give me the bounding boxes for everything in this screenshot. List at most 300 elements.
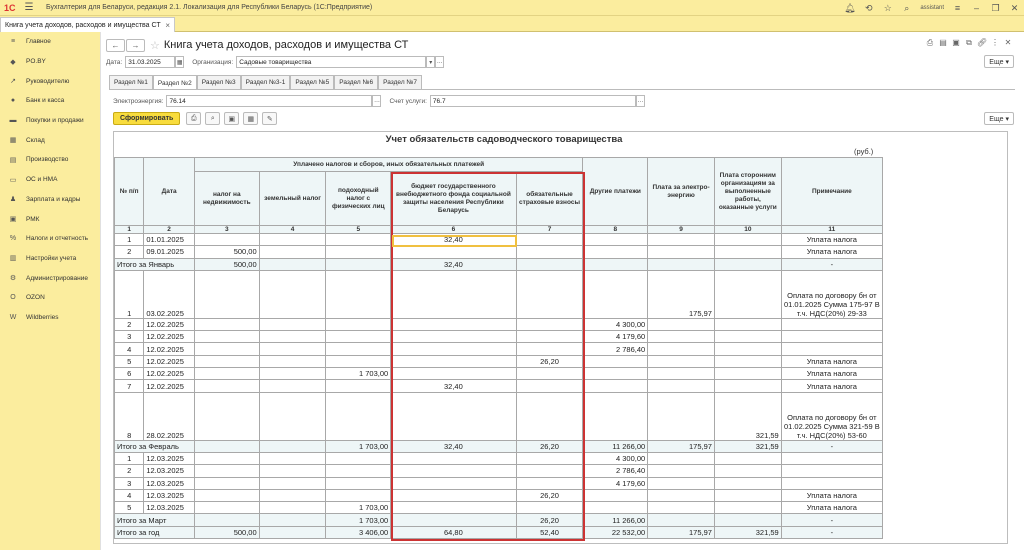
note-cell[interactable]: Уплата налога	[781, 246, 882, 258]
more-button[interactable]: Еще ▾	[984, 55, 1014, 68]
sidebar-item[interactable]	[0, 32, 100, 52]
amount-cell[interactable]	[391, 477, 516, 489]
amount-cell[interactable]	[194, 489, 259, 501]
amount-cell[interactable]: 4 179,60	[583, 477, 648, 489]
amount-cell[interactable]: 1 703,00	[326, 502, 391, 514]
row-date[interactable]: 28.02.2025	[144, 392, 195, 440]
sidebar-item-icon: ♟	[9, 196, 17, 204]
amount-cell[interactable]	[516, 270, 583, 318]
back-button[interactable]: ←	[106, 39, 125, 52]
amount-cell[interactable]	[326, 258, 391, 270]
sidebar-item[interactable]	[0, 71, 100, 91]
amount-cell[interactable]	[648, 368, 715, 380]
amount-cell[interactable]	[194, 368, 259, 380]
amount-cell[interactable]	[714, 234, 781, 246]
report-sheet[interactable]	[113, 131, 1008, 544]
row-number[interactable]: 3	[115, 477, 144, 489]
amount-cell[interactable]: 26,20	[516, 355, 583, 367]
sidebar-item[interactable]	[0, 111, 100, 131]
org-select-icon[interactable]: …	[435, 56, 444, 68]
amount-cell[interactable]	[583, 234, 648, 246]
row-date[interactable]: 12.02.2025	[144, 343, 195, 355]
row-number[interactable]: 2	[115, 318, 144, 330]
sidebar-item-icon: ⚙	[9, 275, 17, 283]
amount-cell[interactable]	[326, 234, 391, 246]
amount-cell[interactable]	[714, 270, 781, 318]
sidebar-item-label: Банк и касса	[26, 97, 65, 105]
history-icon[interactable]: ⟲	[865, 2, 873, 13]
section-tab[interactable]: Раздел №6	[334, 75, 378, 89]
note-cell[interactable]: Уплата налога	[781, 489, 882, 501]
row-number[interactable]: 8	[115, 392, 144, 440]
amount-cell[interactable]: 500,00	[194, 246, 259, 258]
amount-cell[interactable]	[259, 270, 326, 318]
amount-cell[interactable]	[391, 489, 516, 501]
amount-cell[interactable]	[259, 514, 326, 526]
amount-cell[interactable]	[194, 452, 259, 464]
amount-cell[interactable]	[516, 343, 583, 355]
note-cell[interactable]: Оплата по договору бн от 01.02.2025 Сумма 321-59 В т.ч. НДС(20%) 53-60	[781, 392, 882, 440]
amount-cell[interactable]	[326, 343, 391, 355]
more-vertical-icon[interactable]: ⋮	[991, 38, 999, 47]
amount-cell[interactable]	[391, 343, 516, 355]
amount-cell[interactable]	[714, 368, 781, 380]
amount-cell[interactable]: 4 300,00	[583, 452, 648, 464]
note-cell[interactable]	[781, 343, 882, 355]
amount-cell[interactable]	[326, 331, 391, 343]
amount-cell[interactable]	[583, 380, 648, 392]
amount-cell[interactable]	[326, 270, 391, 318]
amount-cell[interactable]	[391, 318, 516, 330]
sidebar-item-label: Склад	[26, 136, 45, 144]
row-number[interactable]: 3	[115, 331, 144, 343]
amount-cell[interactable]	[516, 331, 583, 343]
total-label[interactable]: Итого за год	[115, 526, 195, 538]
row-number[interactable]: 2	[115, 246, 144, 258]
amount-cell[interactable]: 22 532,00	[583, 526, 648, 538]
amount-cell[interactable]: 32,40	[391, 258, 516, 270]
table-view-icon[interactable]: ▦	[243, 112, 258, 125]
amount-cell[interactable]	[194, 343, 259, 355]
amount-cell[interactable]	[259, 380, 326, 392]
row-number[interactable]: 6	[115, 368, 144, 380]
amount-cell[interactable]	[259, 318, 326, 330]
amount-cell[interactable]	[583, 489, 648, 501]
amount-cell[interactable]	[259, 234, 326, 246]
settings-menu-icon[interactable]: ≡	[954, 3, 961, 13]
amount-cell[interactable]	[391, 270, 516, 318]
amount-cell[interactable]	[583, 355, 648, 367]
note-cell[interactable]: -	[781, 514, 882, 526]
amount-cell[interactable]	[326, 246, 391, 258]
note-cell[interactable]: Уплата налога	[781, 234, 882, 246]
column-number: 7	[516, 226, 583, 234]
amount-cell[interactable]	[391, 514, 516, 526]
minimize-icon[interactable]: –	[973, 3, 979, 13]
row-date[interactable]: 12.03.2025	[144, 489, 195, 501]
sidebar-item[interactable]	[0, 52, 100, 72]
table-row	[115, 246, 883, 258]
amount-cell[interactable]	[714, 380, 781, 392]
menu-icon[interactable]: ☰	[24, 2, 34, 13]
amount-cell[interactable]	[648, 318, 715, 330]
column-number: 2	[144, 226, 195, 234]
amount-cell[interactable]: 500,00	[194, 258, 259, 270]
row-number[interactable]: 4	[115, 489, 144, 501]
sidebar-item[interactable]	[0, 288, 100, 308]
amount-cell[interactable]	[714, 331, 781, 343]
amount-cell[interactable]	[259, 489, 326, 501]
amount-cell[interactable]	[326, 318, 391, 330]
sidebar-item-icon: O	[10, 294, 16, 302]
amount-cell[interactable]	[648, 502, 715, 514]
amount-cell[interactable]	[583, 258, 648, 270]
amount-cell[interactable]	[326, 489, 391, 501]
amount-cell[interactable]	[648, 380, 715, 392]
amount-cell[interactable]: 175,97	[648, 526, 715, 538]
preview-icon[interactable]: ▣	[952, 38, 960, 47]
favorite-star-icon[interactable]: ☆	[150, 39, 160, 52]
amount-cell[interactable]	[194, 331, 259, 343]
amount-cell[interactable]	[194, 477, 259, 489]
amount-cell[interactable]	[648, 343, 715, 355]
amount-cell[interactable]	[648, 514, 715, 526]
amount-cell[interactable]	[194, 392, 259, 440]
date-field[interactable]: 31.03.2025	[125, 56, 175, 68]
amount-cell[interactable]	[714, 452, 781, 464]
amount-cell[interactable]	[259, 368, 326, 380]
close-icon[interactable]: ✕	[1010, 2, 1019, 13]
service-select-icon[interactable]: …	[636, 95, 645, 107]
row-number[interactable]: 1	[115, 270, 144, 318]
section-tab[interactable]: Раздел №3	[197, 75, 241, 89]
amount-cell[interactable]	[714, 318, 781, 330]
amount-cell[interactable]	[391, 331, 516, 343]
amount-cell[interactable]	[259, 331, 326, 343]
amount-cell[interactable]	[516, 392, 583, 440]
row-number[interactable]: 1	[115, 234, 144, 246]
row-number[interactable]: 7	[115, 380, 144, 392]
section-tab[interactable]: Раздел №5	[290, 75, 334, 89]
amount-cell[interactable]	[516, 318, 583, 330]
amount-cell[interactable]	[391, 452, 516, 464]
row-date[interactable]: 12.02.2025	[144, 380, 195, 392]
amount-cell[interactable]	[516, 477, 583, 489]
save-icon[interactable]: ▤	[939, 38, 947, 47]
app-title: Бухгалтерия для Беларуси, редакция 2.1. Локализация для Республики Беларусь (1С:Предприятие)	[46, 4, 373, 11]
amount-cell[interactable]	[259, 526, 326, 538]
table-row	[115, 380, 883, 392]
amount-cell[interactable]: 11 266,00	[583, 440, 648, 452]
amount-cell[interactable]: 64,80	[391, 526, 516, 538]
amount-cell[interactable]: 26,20	[516, 440, 583, 452]
total-label[interactable]: Итого за Февраль	[115, 440, 195, 452]
amount-cell[interactable]	[583, 392, 648, 440]
amount-cell[interactable]	[259, 343, 326, 355]
sidebar-item[interactable]	[0, 150, 100, 170]
calendar-icon[interactable]: ▦	[175, 56, 184, 68]
amount-cell[interactable]	[391, 246, 516, 258]
amount-cell[interactable]	[516, 465, 583, 477]
note-cell[interactable]: Уплата налога	[781, 380, 882, 392]
amount-cell[interactable]	[391, 465, 516, 477]
amount-cell[interactable]	[648, 477, 715, 489]
amount-cell[interactable]	[391, 355, 516, 367]
total-label[interactable]: Итого за Март	[115, 514, 195, 526]
amount-cell[interactable]	[583, 246, 648, 258]
row-date[interactable]: 09.01.2025	[144, 246, 195, 258]
amount-cell[interactable]	[259, 355, 326, 367]
amount-cell[interactable]: 32,40	[391, 440, 516, 452]
amount-cell[interactable]	[326, 355, 391, 367]
amount-cell[interactable]: 2 786,40	[583, 465, 648, 477]
amount-cell[interactable]	[194, 440, 259, 452]
amount-cell[interactable]	[259, 465, 326, 477]
row-date[interactable]: 12.02.2025	[144, 331, 195, 343]
amount-cell[interactable]	[516, 258, 583, 270]
search-icon[interactable]: ⌕	[904, 2, 910, 13]
amount-cell[interactable]	[583, 502, 648, 514]
amount-cell[interactable]	[391, 368, 516, 380]
print-icon[interactable]: ⎙	[926, 38, 934, 47]
amount-cell[interactable]	[259, 258, 326, 270]
total-label[interactable]: Итого за Январь	[115, 258, 195, 270]
amount-cell[interactable]	[194, 380, 259, 392]
amount-cell[interactable]	[326, 477, 391, 489]
sidebar-item[interactable]	[0, 190, 100, 210]
amount-cell[interactable]	[516, 502, 583, 514]
amount-cell[interactable]	[648, 465, 715, 477]
favorites-icon[interactable]: ☆	[883, 2, 892, 13]
amount-cell[interactable]: 1 703,00	[326, 514, 391, 526]
table-row	[115, 355, 883, 367]
row-number[interactable]: 4	[115, 343, 144, 355]
date-label: Дата:	[106, 58, 123, 66]
sidebar-item[interactable]	[0, 209, 100, 229]
amount-cell[interactable]	[194, 514, 259, 526]
save-report-icon[interactable]: ▣	[224, 112, 239, 125]
report-unit: (руб.)	[854, 147, 874, 156]
row-number[interactable]: 5	[115, 502, 144, 514]
amount-cell[interactable]	[714, 246, 781, 258]
sidebar-item-icon: ≡	[10, 38, 16, 46]
amount-cell[interactable]	[648, 234, 715, 246]
amount-cell[interactable]	[714, 343, 781, 355]
header-group: Уплачено налогов и сборов, иных обязательных платежей	[194, 158, 583, 172]
amount-cell[interactable]: 1 703,00	[326, 440, 391, 452]
sidebar-item[interactable]	[0, 249, 100, 269]
amount-cell[interactable]: 26,20	[516, 514, 583, 526]
row-date[interactable]: 12.02.2025	[144, 368, 195, 380]
sidebar-item[interactable]	[0, 130, 100, 150]
amount-cell[interactable]	[194, 318, 259, 330]
header-other-payments: Другие платежи	[583, 158, 648, 226]
section-tab[interactable]: Раздел №1	[109, 75, 153, 89]
amount-cell[interactable]	[648, 452, 715, 464]
section-tab[interactable]: Раздел №2	[153, 75, 197, 90]
report-title: Учет обязательств садоводческого товарищества	[385, 134, 623, 145]
amount-cell[interactable]: 1 703,00	[326, 368, 391, 380]
amount-cell[interactable]: 2 786,40	[583, 343, 648, 355]
amount-cell[interactable]	[259, 440, 326, 452]
sidebar-item-icon: ▬	[9, 117, 17, 125]
section-tab[interactable]: Раздел №7	[378, 75, 422, 89]
amount-cell[interactable]	[194, 465, 259, 477]
copy-icon[interactable]: ⧉	[966, 38, 972, 47]
note-cell[interactable]: -	[781, 526, 882, 538]
main-panel	[100, 32, 1024, 550]
amount-cell[interactable]	[648, 392, 715, 440]
note-cell[interactable]: Уплата налога	[781, 355, 882, 367]
print-report-icon[interactable]: ⎙	[186, 112, 201, 125]
amount-cell[interactable]: 32,40	[391, 234, 516, 246]
amount-cell[interactable]	[648, 489, 715, 501]
amount-cell[interactable]	[259, 477, 326, 489]
column-number: 9	[648, 226, 715, 234]
amount-cell[interactable]	[391, 392, 516, 440]
amount-cell[interactable]	[516, 368, 583, 380]
amount-cell[interactable]	[326, 452, 391, 464]
amount-cell[interactable]: 3 406,00	[326, 526, 391, 538]
note-cell[interactable]: Уплата налога	[781, 502, 882, 514]
row-number[interactable]: 2	[115, 465, 144, 477]
sidebar-item-label: Wildberries	[26, 313, 59, 321]
sidebar-item-label: Налоги и отчетность	[26, 235, 89, 243]
amount-cell[interactable]	[583, 270, 648, 318]
amount-cell[interactable]	[714, 355, 781, 367]
amount-cell[interactable]	[648, 258, 715, 270]
amount-cell[interactable]	[391, 502, 516, 514]
amount-cell[interactable]: 321,59	[714, 526, 781, 538]
restore-icon[interactable]: ❐	[991, 2, 1000, 13]
sidebar-item[interactable]	[0, 308, 100, 328]
note-cell[interactable]: -	[781, 440, 882, 452]
column-number: 5	[326, 226, 391, 234]
amount-cell[interactable]: 500,00	[194, 526, 259, 538]
sidebar-item[interactable]	[0, 268, 100, 288]
note-cell[interactable]	[781, 331, 882, 343]
sidebar-item[interactable]	[0, 91, 100, 111]
elec-select-icon[interactable]: …	[372, 95, 381, 107]
report-more-button[interactable]: Еще ▾	[984, 112, 1014, 125]
note-cell[interactable]: Уплата налога	[781, 368, 882, 380]
amount-cell[interactable]	[516, 380, 583, 392]
amount-cell[interactable]: 321,59	[714, 392, 781, 440]
amount-cell[interactable]	[714, 502, 781, 514]
header-third-party: Плата сторонним организациям за выполненные работы, оказанные услуги	[714, 158, 781, 226]
amount-cell[interactable]	[648, 331, 715, 343]
amount-cell[interactable]	[714, 258, 781, 270]
close-form-icon[interactable]: ✕	[1004, 38, 1012, 47]
row-date[interactable]: 12.03.2025	[144, 465, 195, 477]
note-cell[interactable]	[781, 452, 882, 464]
amount-cell[interactable]	[583, 368, 648, 380]
amount-cell[interactable]	[714, 465, 781, 477]
amount-cell[interactable]	[194, 355, 259, 367]
amount-cell[interactable]	[714, 489, 781, 501]
amount-cell[interactable]	[648, 246, 715, 258]
row-date[interactable]: 01.01.2025	[144, 234, 195, 246]
open-tab[interactable]	[0, 17, 175, 32]
row-date[interactable]: 12.03.2025	[144, 452, 195, 464]
amount-cell[interactable]: 175,97	[648, 270, 715, 318]
table-row	[115, 368, 883, 380]
amount-cell[interactable]: 175,97	[648, 440, 715, 452]
row-date[interactable]: 12.03.2025	[144, 502, 195, 514]
note-cell[interactable]: Оплата по договору бн от 01.01.2025 Сумма 175-97 В т.ч. НДС(20%) 29-33	[781, 270, 882, 318]
amount-cell[interactable]: 52,40	[516, 526, 583, 538]
sidebar-item-label: PO.BY	[26, 58, 46, 66]
row-date[interactable]: 12.02.2025	[144, 318, 195, 330]
row-date[interactable]: 12.03.2025	[144, 477, 195, 489]
sidebar-item-icon: ▭	[9, 176, 17, 184]
note-cell[interactable]	[781, 465, 882, 477]
note-cell[interactable]	[781, 318, 882, 330]
section-tab[interactable]: Раздел №3-1	[241, 75, 291, 89]
sidebar-item-icon: ◆	[10, 58, 16, 66]
amount-cell[interactable]	[516, 246, 583, 258]
amount-cell[interactable]	[648, 355, 715, 367]
note-cell[interactable]: -	[781, 258, 882, 270]
header-electricity: Плата за электро-энергию	[648, 158, 715, 226]
amount-cell[interactable]	[259, 452, 326, 464]
amount-cell[interactable]: 4 179,60	[583, 331, 648, 343]
amount-cell[interactable]	[259, 246, 326, 258]
row-date[interactable]: 12.02.2025	[144, 355, 195, 367]
amount-cell[interactable]: 32,40	[391, 380, 516, 392]
edit-report-icon[interactable]: ✎	[262, 112, 277, 125]
amount-cell[interactable]	[326, 465, 391, 477]
amount-cell[interactable]	[194, 234, 259, 246]
amount-cell[interactable]: 321,59	[714, 440, 781, 452]
close-tab-icon[interactable]: ×	[165, 20, 170, 30]
note-cell[interactable]	[781, 477, 882, 489]
amount-cell[interactable]	[714, 477, 781, 489]
sidebar-item[interactable]	[0, 229, 100, 249]
link-icon[interactable]: 🔗︎	[976, 38, 988, 47]
sidebar-item-label: РМК	[26, 215, 40, 223]
amount-cell[interactable]	[194, 270, 259, 318]
amount-cell[interactable]	[516, 234, 583, 246]
forward-button[interactable]: →	[126, 39, 145, 52]
generate-button[interactable]: Сформировать	[113, 112, 180, 125]
amount-cell[interactable]	[326, 380, 391, 392]
amount-cell[interactable]	[259, 392, 326, 440]
sidebar-item[interactable]	[0, 170, 100, 190]
total-row	[115, 258, 883, 270]
service-field[interactable]: 76.7	[430, 95, 636, 107]
amount-cell[interactable]	[259, 502, 326, 514]
amount-cell[interactable]	[194, 502, 259, 514]
row-date[interactable]: 03.02.2025	[144, 270, 195, 318]
org-field[interactable]: Садовые товарищества	[236, 56, 426, 68]
preview-report-icon[interactable]: ⌕	[205, 112, 220, 125]
bell-icon[interactable]: 🔔︎	[844, 2, 856, 13]
elec-field[interactable]: 76.14	[166, 95, 372, 107]
sidebar-item-icon: ▥	[9, 255, 17, 263]
amount-cell[interactable]: 11 266,00	[583, 514, 648, 526]
amount-cell[interactable]	[326, 392, 391, 440]
user-name[interactable]: assistant	[920, 5, 944, 11]
amount-cell[interactable]	[516, 452, 583, 464]
amount-cell[interactable]: 4 300,00	[583, 318, 648, 330]
org-dropdown-icon[interactable]: ▾	[426, 56, 435, 68]
row-number[interactable]: 5	[115, 355, 144, 367]
amount-cell[interactable]: 26,20	[516, 489, 583, 501]
sidebar-item-icon: ●	[10, 97, 16, 105]
row-number[interactable]: 1	[115, 452, 144, 464]
amount-cell[interactable]	[714, 514, 781, 526]
